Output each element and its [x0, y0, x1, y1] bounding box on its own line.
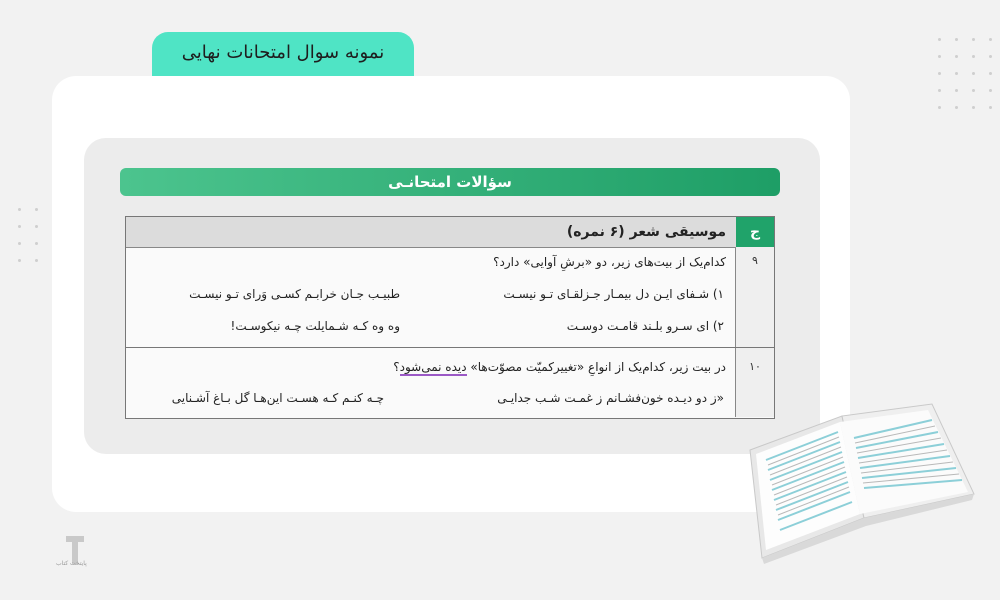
exam-questions-banner: سؤالات امتحانـی: [120, 168, 780, 196]
verse-first-hemistich: «ز دو دیـده خون‌فشـانم ز غمـت شـب جدایـی: [497, 391, 724, 405]
question-number: ۱۰: [749, 360, 761, 373]
publisher-logo-icon: [60, 530, 90, 580]
option-1-first-hemistich: ۱) شـفای ایـن دل بیمـار جـزلقـای تـو نیسـت: [503, 287, 724, 301]
question-prompt: کدام‌یک از بیت‌های زیر، دو «برشِ آوایی» دارد؟: [493, 255, 726, 269]
row-divider: [126, 347, 774, 348]
option-2-first-hemistich: ۲) ای سـرو بلـند قامـت دوسـت: [566, 319, 724, 333]
prompt-end: ؟: [393, 360, 400, 374]
prompt-emphasis: دیده نمی‌شود: [399, 360, 467, 374]
option-1-second-hemistich: طبیـب جـان خرابـم کسـی وَرای تـو نیسـت: [189, 287, 400, 301]
question-number: ۹: [752, 254, 758, 267]
prompt-text: در بیت زیر، کدام‌یک از انواعِ «تغییرکمیّت مصوّت‌ها»: [466, 360, 726, 374]
option-2-second-hemistich: وه وه کـه شـمایلت چـه نیکوسـت!: [230, 319, 400, 333]
verse-second-hemistich: چـه کنـم کـه هسـت این‌هـا گل بـاغ آشـنایی: [171, 391, 384, 405]
number-column: [735, 247, 774, 417]
section-column-label: ج: [736, 217, 774, 247]
open-book-illustration: [742, 398, 982, 568]
question-prompt: [393, 360, 726, 374]
question-table: [125, 216, 775, 419]
publisher-logo-text: پایتخت کتاب: [56, 560, 87, 567]
section-title: موسیقی شعر (۶ نمره): [126, 217, 736, 247]
decorative-dots-right: [938, 38, 992, 109]
page-tab-title: نمونه سوال امتحانات نهایی: [152, 32, 414, 78]
section-header: [126, 217, 774, 248]
